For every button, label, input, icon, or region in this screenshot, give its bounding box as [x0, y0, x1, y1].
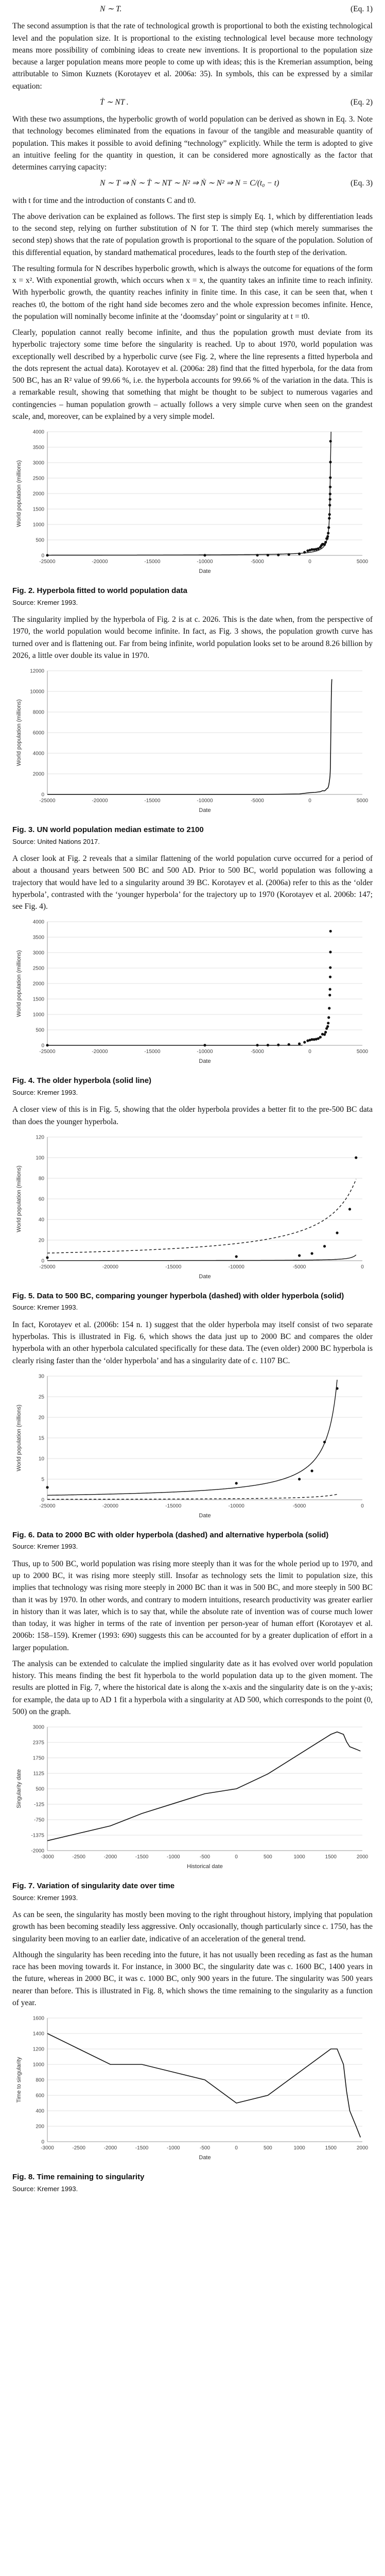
equation-2-label: (Eq. 2) [350, 97, 373, 107]
x-tick-label: -15000 [144, 559, 161, 565]
x-tick-label: -5000 [292, 1503, 306, 1509]
x-tick-label: 5000 [356, 798, 369, 804]
data-point [329, 951, 331, 954]
data-point [329, 440, 332, 443]
x-tick-label: -15000 [165, 1503, 182, 1509]
paragraph: A closer look at Fig. 2 reveals that a similar flattening of the world population curve occurred for a period of about a thousand years between 500 BC and 500 AD. Prior to 500 BC, world population was following a trajectory that would have led to a singularity around 39 BC. Korotayev et al. (2006a) refer to this as the ‘older hyperbola’, contrasted with the ‘younger hyperbola’ for the trajectory up to 1970 (Korotayev et al. 2006b: 147; see Fig. 4). [12, 854, 373, 911]
y-tick-label: 2500 [32, 476, 44, 482]
x-tick-label: 5000 [356, 559, 369, 565]
y-tick-label: 1600 [32, 2015, 44, 2022]
equation-1-label: (Eq. 1) [350, 5, 373, 13]
chart-older-hyperbola [12, 917, 373, 1071]
y-tick-label: 3000 [32, 1724, 44, 1731]
y-tick-label: 1500 [32, 996, 44, 1003]
y-tick-label: 500 [36, 1786, 44, 1792]
y-tick-label: 600 [36, 2093, 44, 2099]
figure-8 [12, 2013, 373, 2167]
y-tick-label: 10 [38, 1456, 44, 1462]
y-tick-label: 3000 [32, 460, 44, 466]
x-tick-label: -5000 [251, 1049, 264, 1055]
data-point [323, 1033, 326, 1036]
x-axis-label: Date [199, 568, 211, 574]
y-tick-label: 2500 [32, 965, 44, 972]
data-point [323, 1245, 326, 1247]
data-point [235, 1482, 238, 1484]
x-tick-label: -20000 [92, 559, 108, 565]
y-axis-label: World population (millions) [16, 460, 22, 527]
data-point [288, 553, 290, 556]
x-tick-label: 1000 [293, 1854, 305, 1860]
y-tick-label: 2000 [32, 981, 44, 987]
x-tick-label: 500 [264, 1854, 272, 1860]
equation-3-label: (Eq. 3) [350, 179, 373, 188]
figure-4-source: Source: Kremer 1993. [12, 1088, 78, 1096]
x-tick-label: -15000 [165, 1264, 182, 1270]
data-point [327, 1016, 330, 1019]
data-point [329, 967, 331, 969]
x-tick-label: 500 [264, 2145, 272, 2151]
y-axis-label: Time to singularity [16, 2057, 22, 2103]
chart-singularity-date [12, 1722, 373, 1876]
data-point [328, 513, 331, 516]
y-tick-label: -1375 [31, 1833, 44, 1839]
y-tick-label: 2000 [32, 491, 44, 497]
data-point [303, 1041, 306, 1044]
x-tick-label: -10000 [228, 1503, 244, 1509]
x-tick-label: -1500 [135, 2145, 149, 2151]
y-tick-label: 20 [38, 1238, 44, 1244]
figure-7 [12, 1722, 373, 1876]
y-tick-label: 40 [38, 1217, 44, 1223]
x-tick-label: 5000 [356, 1049, 369, 1055]
x-tick-label: -20000 [102, 1264, 118, 1270]
x-tick-label: -1500 [135, 1854, 149, 1860]
y-axis-label: Singularity date [16, 1769, 22, 1808]
data-point [46, 1044, 48, 1046]
paragraph: With these two assumptions, the hyperbolic growth of world population can be derived as shown in Eq. 3. Note that technology becomes eliminated from the equations in favour of the tangible and measurable quantity of population. This makes it possible to avoid defining “technology” explicitly. While the term is adopted to give an intuitive feeling for the quantity in question, it can be considered more agnostically as the factor that determines carrying capacity: [12, 115, 373, 172]
y-tick-label: 1000 [32, 1012, 44, 1018]
figure-8-caption: Fig. 8. Time remaining to singularity [12, 2173, 145, 2181]
paragraph: As can be seen, the singularity has mostly been moving to the right throughout history, implying that population growth has been becoming steadily less aggressive. Only occasionally, though particularly since c. 1750, has the singularity been moving to an earlier date, indicative of an acceleration of the general trend. [12, 1910, 373, 1943]
y-tick-label: 6000 [32, 730, 44, 736]
paragraph: The singularity implied by the hyperbola of Fig. 2 is at c. 2026. This is the date when, from the perspective of 1970, the world population would become infinite. In fact, as Fig. 3 shows, the population growth curve has turned over and is flattening out. Far from being infinite, world population looks set to be around 8.26 billion by 2026, a little over double its value in 1970. [12, 615, 373, 660]
x-tick-label: 1500 [325, 1854, 337, 1860]
x-tick-label: -5000 [251, 798, 264, 804]
data-point [298, 1043, 301, 1045]
data-point [310, 1469, 313, 1472]
y-tick-label: 12000 [30, 668, 44, 674]
equation-2 [12, 96, 373, 108]
y-axis-label: World population (millions) [16, 1404, 22, 1471]
y-tick-label: 400 [36, 2108, 44, 2114]
data-point [328, 994, 331, 996]
data-point [326, 1025, 329, 1028]
y-tick-label: 2000 [32, 771, 44, 777]
data-point [323, 543, 326, 546]
data-point [355, 1156, 357, 1159]
data-point [310, 1252, 313, 1255]
figure-3 [12, 666, 373, 820]
x-tick-label: 0 [361, 1503, 364, 1509]
data-point [324, 541, 327, 544]
data-point [328, 1007, 330, 1010]
data-point [46, 1256, 48, 1259]
y-tick-label: 0 [41, 1043, 44, 1049]
figure-8-source: Source: Kremer 1993. [12, 2184, 78, 2193]
y-tick-label: 4000 [32, 919, 44, 925]
y-tick-label: 3500 [32, 935, 44, 941]
y-tick-label: 25 [38, 1394, 44, 1400]
x-tick-label: -1000 [167, 2145, 180, 2151]
y-axis-label: World population (millions) [16, 1165, 22, 1232]
figure-6-caption: Fig. 6. Data to 2000 BC with older hyperbola (dashed) and alternative hyperbola (solid) [12, 1530, 329, 1539]
x-tick-label: -25000 [39, 559, 56, 565]
data-point [327, 1022, 329, 1024]
y-tick-label: -2000 [31, 1848, 44, 1854]
paragraph: A closer view of this is in Fig. 5, showing that the older hyperbola provides a better fit to the pre-500 BC data than does the younger hyperbola. [12, 1105, 373, 1126]
x-axis-label: Date [199, 807, 211, 814]
data-point [327, 532, 329, 534]
x-tick-label: -25000 [39, 1049, 56, 1055]
data-point [235, 1255, 238, 1258]
x-tick-label: -2500 [72, 2145, 85, 2151]
y-tick-label: 0 [41, 2139, 44, 2145]
data-point [46, 1486, 48, 1488]
y-axis-label: World population (millions) [16, 699, 22, 766]
x-tick-label: 2000 [356, 2145, 369, 2151]
paragraph: The second assumption is that the rate of technological growth is proportional to both the existing technological level and the population size. It is proportional to the existing technological level because more technology means more possibility of combining ideas to create new inventions. It is proportional to the population size because a larger population means more people to come up with ideas; this is the Kremerian assumption, being attributable to Simon Kuznets (Korotayev et al. 2006a: 35). In symbols, this can be expressed by a similar equation: [12, 22, 373, 91]
y-tick-label: 30 [38, 1374, 44, 1380]
paragraph: Thus, up to 500 BC, world population was rising more steeply than it was for the whole period up to 1970, and up to 2000 BC, it was rising more steeply still. Insofar as technology sets the limit to population size, this implies that technology was rising more steeply in 2000 BC than it was in 500 BC, and more steeply in 500 BC than it was by 1970. In other words, and contrary to modern intuitions, research productivity was greater earlier in history than it was later, which is to say that, while the absolute rate of invention was of course much lower than today, it was higher in terms of the rate of invention per person-year of human effort (Korotayev et al. 2006b: 158–159). Kremer (1993: 690) suggests this can be accounted for by a greater duplication of effort in a larger population. [12, 1559, 373, 1652]
y-tick-label: 20 [38, 1415, 44, 1421]
data-point [348, 1208, 351, 1210]
x-tick-label: -15000 [144, 798, 161, 804]
x-tick-label: -10000 [228, 1264, 244, 1270]
paragraph: The above derivation can be explained as follows. The first step is simply Eq. 1, which by differentiation leads to the second step, relying on further substitution of N for T. The third step (which merely summarises the second step) shows that the rate of population growth is proportional to the square of the population. Solution of this differential equation, by standard mathematical procedures, leads to the fourth step of the derivation. [12, 212, 373, 257]
data-point [329, 493, 331, 495]
data-point [319, 1036, 322, 1039]
y-axis-label: World population (millions) [16, 950, 22, 1017]
figure-3-source: Source: United Nations 2017. [12, 837, 100, 845]
paragraph: The analysis can be extended to calculate the implied singularity date as it has evolved over world population history. This means finding the best fit hyperbola to the world population data up to the given moment. The results are plotted in Fig. 7, where the historical date is along the x-axis and the singularity date is on the y-axis; for example, the data up to AD 1 fit a hyperbola with a singularity at AD 500, which corresponds to the point (0, 500) on the graph. [12, 1659, 373, 1716]
data-point [298, 552, 301, 555]
data-point [323, 1440, 326, 1443]
x-tick-label: -3000 [41, 1854, 54, 1860]
data-point [288, 1043, 290, 1046]
x-tick-label: -20000 [102, 1503, 118, 1509]
chart-data-to-500bc [12, 1132, 373, 1286]
x-axis-label: Historical date [187, 1863, 223, 1870]
y-tick-label: 0 [41, 792, 44, 798]
hyperbola-curve [47, 1380, 337, 1495]
data-point [328, 504, 331, 506]
data-point [336, 1231, 338, 1234]
equation-1-body: N ∼ T. [100, 5, 122, 13]
x-tick-label: 0 [235, 2145, 238, 2151]
y-tick-label: 1000 [32, 2062, 44, 2068]
data-point [329, 476, 331, 479]
figure-5-source: Source: Kremer 1993. [12, 1303, 78, 1312]
hyperbola-curve [47, 1494, 337, 1499]
paragraph: In fact, Korotayev et al. (2006b: 154 n. 1) suggest that the older hyperbola may itself consist of two separate hyperbolas. This is illustrated in Fig. 6, which shows the data just up to 2000 BC and compares the older hyperbola with an other hyperbola calculated specifically for these data. The (even older) 2000 BC hyperbola is clearly rising faster than the ‘older hyperbola’ and has a singularity date of c. 1107 BC. [12, 1320, 373, 1365]
figure-6-source: Source: Kremer 1993. [12, 1543, 78, 1551]
y-tick-label: 100 [36, 1155, 44, 1161]
data-point [327, 526, 330, 529]
x-tick-label: -25000 [39, 1264, 56, 1270]
chart-time-to-singularity [12, 2013, 373, 2167]
x-tick-label: 0 [308, 1049, 311, 1055]
paragraph: with t for time and the introduction of constants C and t0. [12, 196, 196, 205]
figure-2-source: Source: Kremer 1993. [12, 598, 78, 606]
y-tick-label: -125 [33, 1802, 44, 1808]
y-tick-label: 1500 [32, 506, 44, 513]
y-tick-label: 1000 [32, 522, 44, 528]
data-point [267, 1044, 269, 1046]
x-axis-label: Date [199, 2155, 211, 2161]
y-tick-label: 4000 [32, 751, 44, 757]
data-point [256, 554, 258, 556]
y-tick-label: 1200 [32, 2046, 44, 2053]
y-tick-label: 15 [38, 1435, 44, 1442]
data-point [298, 1478, 301, 1480]
equation-3-body: N ∼ T ⇒ Ṅ ∼ Ṫ ∼ NT ∼ N² ⇒ Ṅ ∼ N² ⇒ N = C/(t₀ − t) [100, 179, 279, 188]
data-point [303, 551, 306, 553]
data-point [324, 1031, 327, 1033]
x-tick-label: -1000 [167, 1854, 180, 1860]
y-tick-label: 200 [36, 2124, 44, 2130]
figure-5-caption: Fig. 5. Data to 500 BC, comparing younger hyperbola (dashed) with older hyperbola (solid) [12, 1291, 344, 1300]
hyperbola-curve [47, 1255, 356, 1260]
y-tick-label: 1750 [32, 1755, 44, 1761]
data-point [329, 498, 331, 501]
x-tick-label: -2000 [103, 1854, 117, 1860]
y-tick-label: 1400 [32, 2031, 44, 2037]
figure-4 [12, 917, 373, 1071]
paper-page [0, 3, 385, 2576]
data-point [329, 988, 331, 991]
x-tick-label: -25000 [39, 1503, 56, 1509]
x-tick-label: 1000 [293, 2145, 305, 2151]
y-tick-label: 120 [36, 1134, 44, 1141]
figure-6 [12, 1371, 373, 1526]
x-tick-label: -2000 [103, 2145, 117, 2151]
x-tick-label: 0 [308, 559, 311, 565]
data-point [329, 486, 331, 488]
data-point [203, 554, 206, 556]
figure-7-caption: Fig. 7. Variation of singularity date over time [12, 1882, 175, 1890]
x-tick-label: -20000 [92, 1049, 108, 1055]
x-axis-label: Date [199, 1058, 211, 1065]
x-tick-label: -5000 [251, 559, 264, 565]
y-tick-label: 8000 [32, 709, 44, 716]
figure-4-caption: Fig. 4. The older hyperbola (solid line) [12, 1076, 152, 1086]
y-tick-label: -750 [33, 1817, 44, 1823]
x-tick-label: 0 [235, 1854, 238, 1860]
x-tick-label: 2000 [356, 1854, 369, 1860]
x-axis-label: Date [199, 1273, 211, 1280]
y-tick-label: 1125 [33, 1771, 44, 1777]
data-point [329, 461, 331, 463]
hyperbola-curve [47, 1179, 356, 1253]
paragraph: Clearly, population cannot really become infinite, and thus the population growth must deviate from its hyperbolic trajectory some time before the singularity is reached. Up to about 1970, world population was exceptionally well described by a hyperbolic curve (see Fig. 2, where the line represents a fitted hyperbola and the dots represent the actual data). Korotayev et al. (2006a: 28) find that the fitted hyperbola, for the data from 500 BC, has an R² value of 99.66 %, i.e. the hyperbola accounts for 99.66 % of the variation in the data. This is a remarkable result, showing that something that might be thought to be subject to numerous vagaries and contingencies – human population growth – actually follows a very simple curve when seen on the grandest scale, and, moreover, can be explained by a very simple model. [12, 328, 373, 421]
data-point [203, 1044, 206, 1046]
figure-2-caption: Fig. 2. Hyperbola fitted to world population data [12, 586, 187, 595]
equation-1 [12, 3, 373, 15]
x-tick-label: -5000 [292, 1264, 306, 1270]
y-tick-label: 3500 [32, 445, 44, 451]
paragraph: Although the singularity has been receding into the future, it has not usually been receding as fast as the human race has been moving towards it. For instance, in 3000 BC, the singularity date was c. 1600 BC, 1400 years in the future, whereas in 2000 BC, it was c. 1000 BC, only 900 years in the future. The singularity was 500 years nearer than before. This is illustrated in Fig. 8, which shows the time remaining to the singularity as a function of year. [12, 1950, 373, 2007]
data-point [329, 976, 331, 978]
data-point [277, 1044, 279, 1046]
data-point [329, 930, 332, 933]
y-tick-label: 0 [41, 1497, 44, 1503]
chart-data-to-2000bc [12, 1371, 373, 1526]
y-tick-label: 500 [36, 537, 44, 544]
y-tick-label: 4000 [32, 429, 44, 435]
chart-un-estimate [12, 666, 373, 820]
data-point [267, 554, 269, 556]
x-tick-label: -3000 [41, 2145, 54, 2151]
x-tick-label: 1500 [325, 2145, 337, 2151]
x-tick-label: -10000 [197, 1049, 213, 1055]
x-tick-label: 0 [361, 1264, 364, 1270]
x-tick-label: -25000 [39, 798, 56, 804]
x-tick-label: -500 [199, 1854, 211, 1860]
data-point [326, 535, 329, 538]
x-axis-label: Date [199, 1512, 211, 1519]
x-tick-label: 0 [308, 798, 311, 804]
data-point [277, 554, 279, 556]
equation-2-body: Ṫ ∼ NT . [100, 97, 129, 107]
x-tick-label: -15000 [144, 1049, 161, 1055]
data-point [336, 1387, 338, 1389]
series-line [47, 679, 332, 794]
y-tick-label: 0 [41, 1258, 44, 1264]
y-tick-label: 3000 [32, 950, 44, 956]
y-tick-label: 0 [41, 553, 44, 559]
paragraph: The resulting formula for N describes hyperbolic growth, which is always the outcome for equations of the form x = x². With exponential growth, which occurs when x = x, the quantity takes an infinite time to reach infinity. With hyperbolic growth, the quantity reaches infinity in finite time. In this case, it can be seen that, when t reaches t0, the bottom of the right hand side becomes zero and the whole expression becomes infinite. Hence, the population will nominally become infinite at the ‘doomsday’ point or singularity at t = t0. [12, 264, 373, 321]
figure-2 [12, 427, 373, 581]
y-tick-label: 800 [36, 2077, 44, 2083]
figure-7-source: Source: Kremer 1993. [12, 1893, 78, 1902]
data-point [46, 554, 48, 556]
figure-3-caption: Fig. 3. UN world population median estimate to 2100 [12, 825, 204, 834]
x-tick-label: -2500 [72, 1854, 85, 1860]
y-tick-label: 60 [38, 1196, 44, 1202]
y-tick-label: 500 [36, 1027, 44, 1033]
data-point [256, 1044, 258, 1046]
x-tick-label: -10000 [197, 798, 213, 804]
x-tick-label: -500 [199, 2145, 211, 2151]
y-tick-label: 5 [41, 1477, 44, 1483]
y-tick-label: 2375 [32, 1740, 44, 1746]
figure-5 [12, 1132, 373, 1286]
y-tick-label: 10000 [30, 689, 44, 695]
x-tick-label: -10000 [197, 559, 213, 565]
series-line [47, 1732, 360, 1841]
chart-hyperbola-fit [12, 427, 373, 581]
data-point [298, 1254, 301, 1257]
x-tick-label: -20000 [92, 798, 108, 804]
equation-3 [12, 177, 373, 189]
data-point [328, 517, 330, 519]
y-tick-label: 80 [38, 1176, 44, 1182]
